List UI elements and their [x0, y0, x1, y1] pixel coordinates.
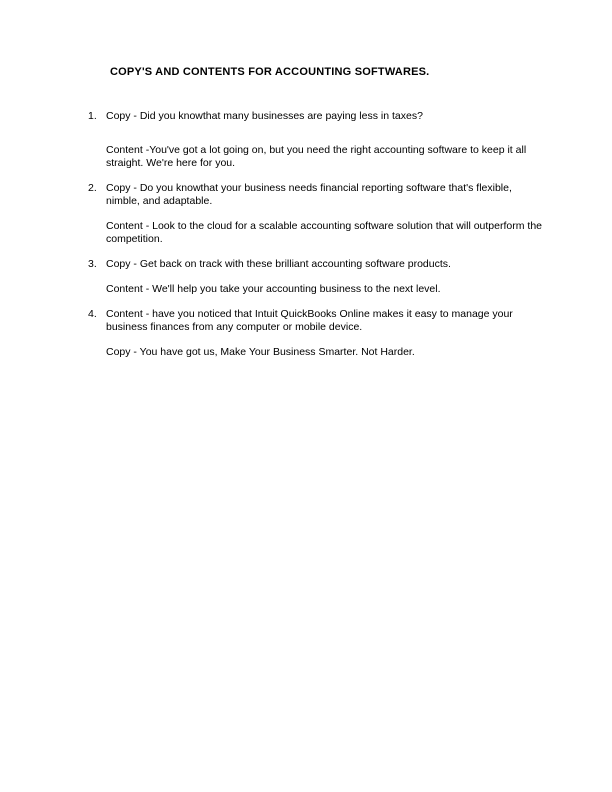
list-item-paragraph-content: Content - Look to the cloud for a scalable accounting software solution that will outperform the competition.: [106, 220, 542, 245]
list-item-paragraph-content: Content -You've got a lot going on, but you need the right accounting software to keep it all straight. We're here for you.: [106, 144, 527, 169]
numbered-list: [88, 110, 546, 371]
list-item: [88, 258, 546, 308]
list-item-paragraph-content: Content - have you noticed that Intuit QuickBooks Online makes it easy to manage your business finances from any computer or mobile device.: [106, 308, 513, 333]
list-item-paragraph-copy: Copy - Do you knowthat your business needs financial reporting software that's flexible, nimble, and adaptable.: [106, 182, 512, 207]
list-item-number: 1.: [88, 110, 97, 122]
list-item-paragraph-copy: Copy - You have got us, Make Your Business Smarter. Not Harder.: [106, 346, 415, 358]
list-item-paragraph-copy: Copy - Get back on track with these brilliant accounting software products.: [106, 258, 451, 270]
list-item-number: 4.: [88, 308, 97, 320]
document-title: COPY'S AND CONTENTS FOR ACCOUNTING SOFTWARES.: [110, 66, 430, 78]
list-item-body: [106, 110, 544, 182]
list-item-number: 2.: [88, 182, 97, 194]
list-item-body: [106, 308, 544, 371]
list-item: [88, 110, 546, 182]
list-item: [88, 308, 546, 371]
list-item-paragraph-copy: Copy - Did you knowthat many businesses are paying less in taxes?: [106, 110, 423, 122]
list-item-body: [106, 182, 544, 258]
list-item-number: 3.: [88, 258, 97, 270]
list-item-body: [106, 258, 544, 308]
list-item: [88, 182, 546, 258]
list-item-paragraph-content: Content - We'll help you take your accounting business to the next level.: [106, 283, 441, 295]
